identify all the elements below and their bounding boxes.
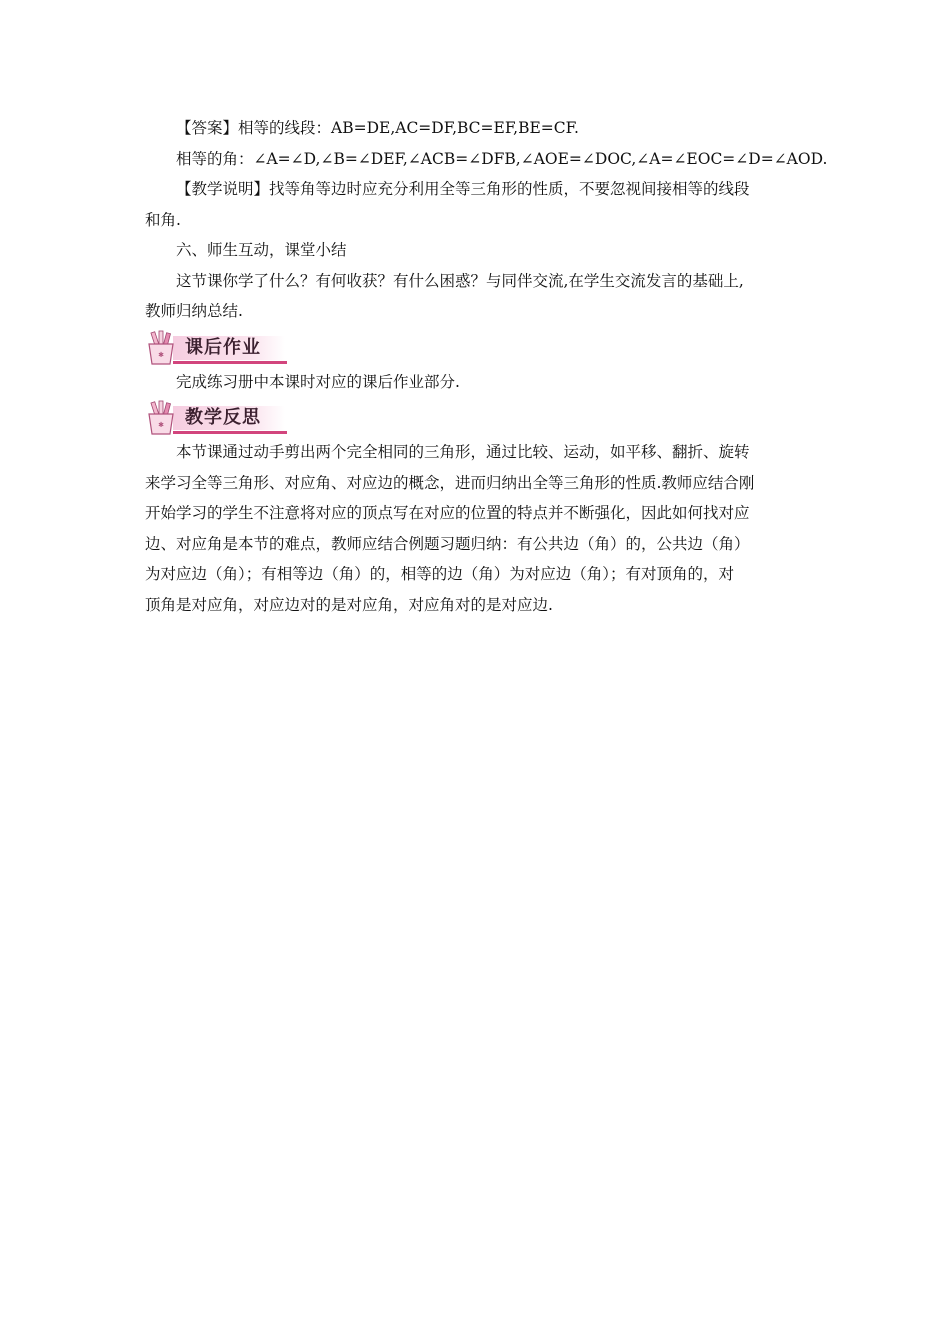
reflection-line-4: 边、对应角是本节的难点，教师应结合例题习题归纳：有公共边（角）的，公共边（角） [145, 534, 750, 553]
teaching-note-label: 【教学说明】 [176, 180, 270, 198]
teaching-note-line [145, 174, 805, 205]
pencil-pot-icon [143, 400, 179, 436]
homework-header-underline [173, 361, 287, 364]
section-six-heading: 六、师生互动，课堂小结 [176, 241, 347, 259]
reflection-line-3: 开始学习的学生不注意将对应的顶点写在对应的位置的特点并不断强化，因此如何找对应 [145, 504, 750, 522]
document-content [145, 113, 828, 620]
reflection-title: 教学反思 [185, 407, 261, 428]
homework-title: 课后作业 [185, 336, 261, 358]
answer-segments: 相等的线段：AB=DE,AC=DF,BC=EF,BE=CF. [238, 119, 579, 137]
answer-angles: 相等的角：∠A=∠D,∠B=∠DEF,∠ACB=∠DFB,∠AOE=∠DOC,∠A=∠EOC=∠D=∠AOD. [176, 149, 828, 168]
svg-text:✱: ✱ [158, 421, 164, 429]
pencil-pot-icon [143, 330, 179, 366]
teaching-note-continuation: 和角. [145, 210, 181, 229]
reflection-line-6: 顶角是对应角，对应边对的是对应角，对应角对的是对应边. [145, 595, 553, 614]
section-six-line-1: 这节课你学了什么？有何收获？有什么困惑？与同伴交流,在学生交流发言的基础上, [176, 271, 744, 290]
section-six-line-2: 教师归纳总结. [145, 302, 243, 320]
svg-text:✱: ✱ [158, 350, 164, 359]
teaching-note-text: 找等角等边时应充分利用全等三角形的性质，不要忽视间接相等的线段 [269, 180, 750, 198]
answer-label: 【答案】 [176, 119, 239, 137]
reflection-header-underline [173, 431, 287, 434]
homework-text: 完成练习册中本课时对应的课后作业部分. [176, 372, 460, 391]
reflection-header [143, 400, 303, 436]
reflection-line-5: 为对应边（角）；有相等边（角）的，相等的边（角）为对应边（角）；有对顶角的，对 [145, 565, 735, 583]
reflection-line-1: 本节课通过动手剪出两个完全相同的三角形，通过比较、运动，如平移、翻折、旋转 [176, 443, 750, 461]
answer-line [145, 113, 805, 144]
reflection-line-2: 来学习全等三角形、对应角、对应边的概念，进而归纳出全等三角形的性质.教师应结合刚 [145, 473, 755, 492]
homework-header [143, 330, 303, 366]
